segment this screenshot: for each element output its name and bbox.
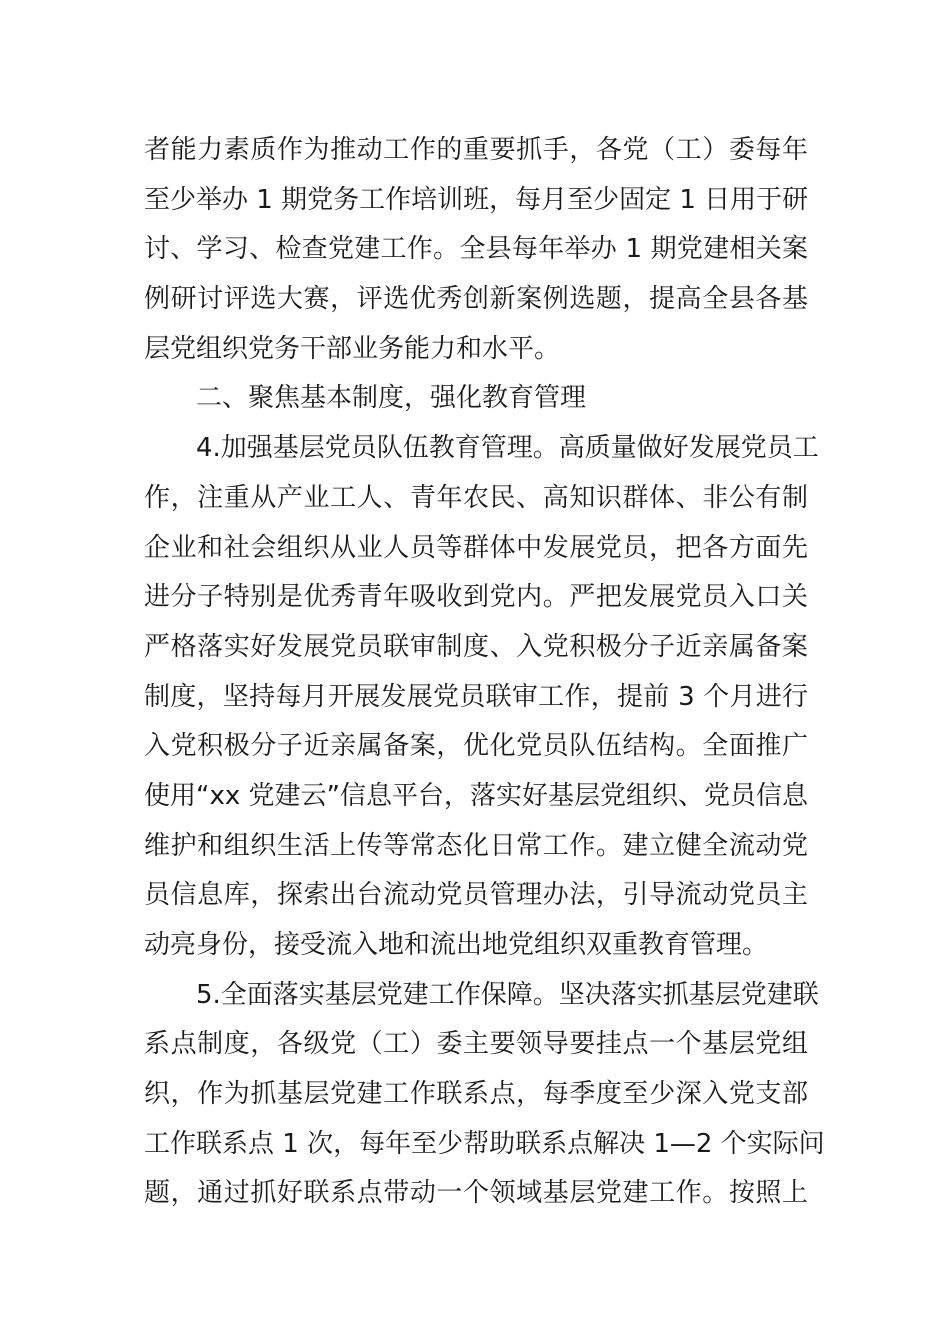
text-line: 织，作为抓基层党建工作联系点，每季度至少深入党支部 xyxy=(144,1079,808,1110)
text-line: 员信息库，探索出台流动党员管理办法，引导流动党员主 xyxy=(144,880,808,911)
text-line: 严格落实好发展党员联审制度、入党积极分子近亲属备案 xyxy=(144,631,808,662)
text-line: 工作联系点 1 次，每年至少帮助联系点解决 1—2 个实际问 xyxy=(144,1128,825,1159)
text-line: 进分子特别是优秀青年吸收到党内。严把发展党员入口关 xyxy=(144,582,808,613)
text-line: 动亮身份，接受流入地和流出地党组织双重教育管理。 xyxy=(144,930,769,960)
text-line: 企业和社会组织从业人员等群体中发展党员，把各方面先 xyxy=(144,532,808,563)
text-line: 例研讨评选大赛，评选优秀创新案例选题，提高全县各基 xyxy=(144,284,808,315)
text-line: 制度，坚持每月开展发展党员联审工作，提前 3 个月进行 xyxy=(144,681,808,712)
text-line: 入党积极分子近亲属备案，优化党员队伍结构。全面推广 xyxy=(144,731,808,762)
text-line: 层党组织党务干部业务能力和水平。 xyxy=(144,333,561,364)
text-line: 作，注重从产业工人、青年农民、高知识群体、非公有制 xyxy=(144,482,808,513)
text-line: 4.加强基层党员队伍教育管理。高质量做好发展党员工 xyxy=(196,433,819,464)
text-line: 系点制度，各级党（工）委主要领导要挂点一个基层党组 xyxy=(144,1029,808,1060)
text-line: 者能力素质作为推动工作的重要抓手，各党（工）委每年 xyxy=(144,135,808,165)
text-line: 使用“xx 党建云”信息平台，落实好基层党组织、党员信息 xyxy=(144,780,808,811)
text-line: 5.全面落实基层党建工作保障。坚决落实抓基层党建联 xyxy=(196,979,819,1010)
text-line: 题，通过抓好联系点带动一个领域基层党建工作。按照上 xyxy=(144,1178,808,1209)
text-line: 维护和组织生活上传等常态化日常工作。建立健全流动党 xyxy=(144,830,808,861)
section-heading: 二、聚焦基本制度，强化教育管理 xyxy=(196,383,587,414)
text-line: 讨、学习、检查党建工作。全县每年举办 1 期党建相关案 xyxy=(144,234,808,265)
text-line: 至少举办 1 期党务工作培训班，每月至少固定 1 日用于研 xyxy=(144,184,809,215)
body-text xyxy=(144,126,825,1219)
